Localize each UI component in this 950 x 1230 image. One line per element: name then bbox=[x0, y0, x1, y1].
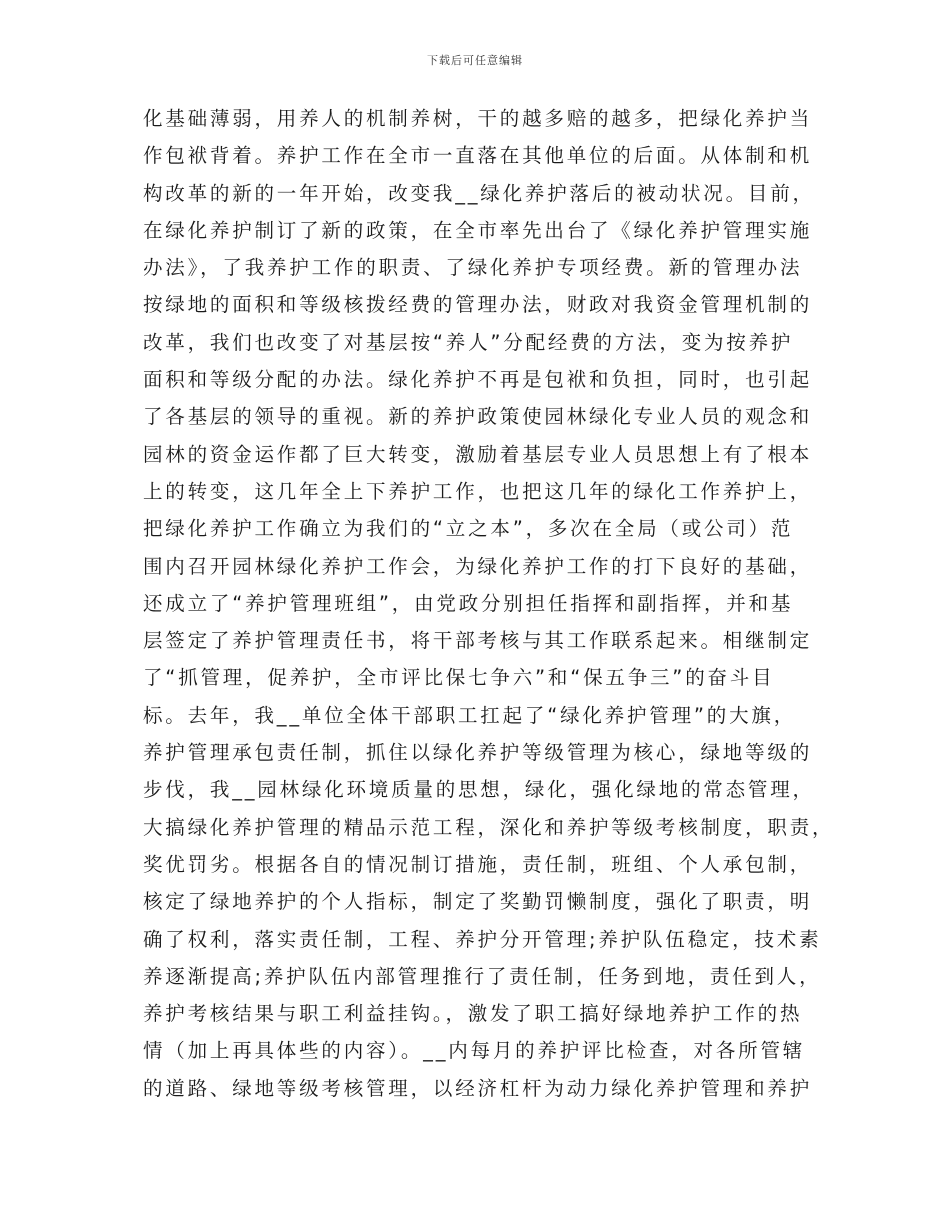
text-line: 面积和等级分配的办法。绿化养护不再是包袱和负担，同时，也引起 bbox=[143, 368, 813, 392]
text-line: 层签定了养护管理责任书，将干部考核与其工作联系起来。相继制定 bbox=[143, 629, 813, 653]
text-line: 还成立了“养护管理班组”，由党政分别担任指挥和副指挥，并和基 bbox=[143, 591, 794, 615]
text-line: 园林的资金运作都了巨大转变，激励着基层专业人员思想上有了根本 bbox=[143, 442, 813, 466]
text-line: 情（加上再具体些的内容）。__内每月的养护评比检查，对各所管辖 bbox=[143, 1039, 806, 1063]
text-line: 围内召开园林绿化养护工作会，为绿化养护工作的打下良好的基础， bbox=[143, 554, 813, 578]
text-line: 养护考核结果与职工利益挂钩。，激发了职工搞好绿地养护工作的热 bbox=[143, 1002, 803, 1026]
text-line: 构改革的新的一年开始，改变我__绿化养护落后的被动状况。目前， bbox=[143, 181, 815, 205]
text-line: 在绿化养护制订了新的政策，在全市率先出台了《绿化养护管理实施 bbox=[143, 218, 813, 242]
text-line: 了各基层的领导的重视。新的养护政策使园林绿化专业人员的观念和 bbox=[143, 405, 813, 429]
text-line: 核定了绿地养护的个人指标，制定了奖勤罚懒制度，强化了职责，明 bbox=[143, 890, 813, 914]
text-line: 的道路、绿地等级考核管理，以经济杠杆为动力绿化养护管理和养护 bbox=[143, 1076, 813, 1100]
text-line: 标。去年，我__单位全体干部职工扛起了“绿化养护管理”的大旗， bbox=[143, 703, 797, 727]
text-line: 办法》，了我养护工作的职责、了绿化养护专项经费。新的管理办法 bbox=[143, 256, 803, 280]
text-line: 把绿化养护工作确立为我们的“立之本”，多次在全局（或公司）范 bbox=[143, 517, 794, 541]
text-line: 了“抓管理，促养护，全市评比保七争六”和“保五争三”的奋斗目 bbox=[143, 666, 775, 690]
text-line: 确了权利，落实责任制，工程、养护分开管理;养护队伍稳定，技术素 bbox=[143, 927, 822, 951]
text-line: 化基础薄弱，用养人的机制养树，干的越多赔的越多，把绿化养护当 bbox=[143, 107, 813, 130]
text-line: 奖优罚劣。根据各自的情况制订措施，责任制，班组、个人承包制， bbox=[143, 852, 813, 876]
text-line: 上的转变，这几年全上下养护工作，也把这几年的绿化工作养护上， bbox=[143, 479, 813, 503]
text-line: 作包袱背着。养护工作在全市一直落在其他单位的后面。从体制和机 bbox=[143, 144, 813, 168]
text-line: 步伐，我__园林绿化环境质量的思想，绿化，强化绿地的常态管理， bbox=[143, 778, 815, 802]
text-line: 按绿地的面积和等级核拨经费的管理办法，财政对我资金管理机制的 bbox=[143, 293, 813, 317]
text-line: 大搞绿化养护管理的精品示范工程，深化和养护等级考核制度，职责， bbox=[143, 815, 835, 839]
text-line: 养逐渐提高;养护队伍内部管理推行了责任制，任务到地，责任到人， bbox=[143, 964, 822, 988]
page-header: 下载后可任意编辑 bbox=[427, 54, 523, 67]
text-line: 养护管理承包责任制，抓住以绿化养护等级管理为核心，绿地等级的 bbox=[143, 741, 813, 765]
text-line: 改革，我们也改变了对基层按“养人”分配经费的方法，变为按养护 bbox=[143, 330, 794, 354]
document-body bbox=[143, 100, 835, 1107]
